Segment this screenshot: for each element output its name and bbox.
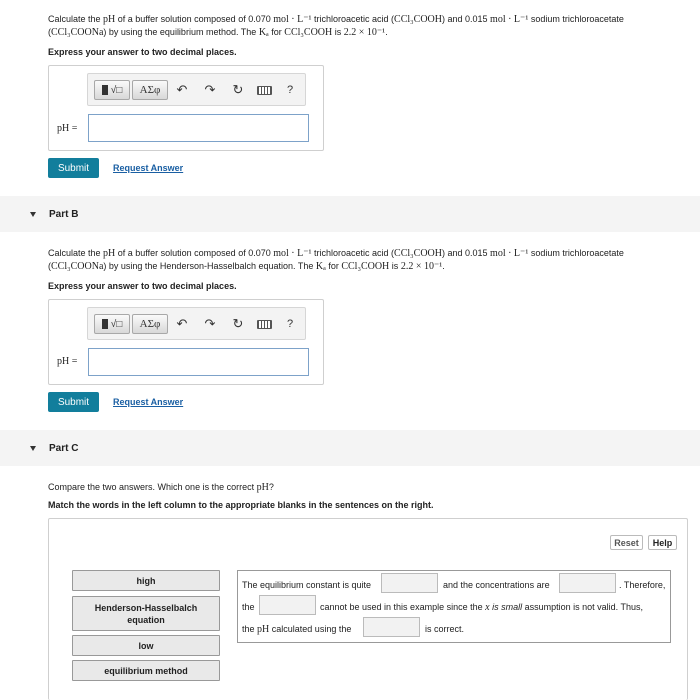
text-segment: ( [48, 27, 51, 37]
part-c-matching-area [48, 518, 688, 700]
help-button[interactable]: Help [648, 535, 677, 550]
collapse-caret-icon [30, 212, 36, 217]
text-segment: sodium trichloroacetate [528, 14, 624, 24]
text-segment: is [332, 27, 344, 37]
math-text: CCl₃COOH [394, 14, 442, 25]
sentence-2-part-b: cannot be used in this example since the x is small assumption is not valid. Thus, [320, 602, 644, 613]
part-a-ph-input[interactable] [88, 114, 309, 142]
text-segment: Compare the two answers. Which one is the correct [48, 482, 257, 492]
part-c-header[interactable] [0, 430, 700, 466]
part-b-answer-box [48, 299, 324, 385]
part-a-question-line2 [48, 26, 688, 39]
text-segment: . [385, 27, 388, 37]
sentence-2-part-a: the [242, 602, 255, 612]
text-segment: ? [268, 482, 274, 492]
math-text: mol · L⁻¹ [490, 14, 529, 25]
math-text: Kₐ [258, 27, 269, 38]
math-text: mol · L⁻¹ [490, 248, 529, 259]
sentence-1-part-c: . Therefore, [619, 580, 666, 590]
template-icon [102, 319, 108, 329]
part-b-question-line1 [48, 247, 688, 260]
text-segment: Calculate the [48, 14, 104, 24]
math-text: pH [256, 482, 269, 493]
redo-icon[interactable]: ↷ [204, 316, 216, 331]
text-segment: ) and 0.015 [442, 248, 491, 258]
redo-icon[interactable]: ↷ [204, 82, 216, 97]
math-text: mol · L⁻¹ [273, 14, 312, 25]
word-chip-high[interactable]: high [72, 570, 220, 591]
text-segment: trichloroacetic acid ( [311, 248, 395, 258]
reset-icon[interactable]: ↻ [232, 82, 244, 97]
math-text: 2.2 × 10⁻¹ [400, 261, 443, 272]
template-button[interactable]: √□ [94, 80, 130, 100]
text-segment: . [442, 261, 445, 271]
keyboard-icon[interactable] [256, 316, 272, 332]
part-a-math-toolbar [87, 73, 306, 106]
word-chip-henderson-hasselbalch[interactable]: Henderson-Hasselbalch equation [72, 596, 220, 631]
math-text: CCl₃COOH [341, 261, 390, 272]
greek-symbols-button[interactable]: ΑΣφ [132, 80, 168, 100]
sentence-1-part-a: The equilibrium constant is quite [242, 580, 372, 590]
keyboard-icon[interactable] [256, 82, 272, 98]
part-b-ph-label: pH = [57, 356, 78, 367]
part-b-title: Part B [49, 209, 79, 220]
text-segment: for [325, 261, 342, 271]
text-segment: is [389, 261, 401, 271]
math-text: pH [103, 14, 116, 25]
blank-4[interactable] [363, 617, 420, 637]
text-segment: for [268, 27, 285, 37]
sentence-3-part-a: the pH calculated using the [242, 624, 352, 635]
template-icon [102, 85, 108, 95]
undo-icon[interactable]: ↶ [176, 82, 188, 97]
text-segment: of a buffer solution composed of 0.070 [115, 248, 274, 258]
text-segment: ) by using the equilibrium method. The [103, 27, 259, 37]
word-chip-equilibrium-method[interactable]: equilibrium method [72, 660, 220, 681]
text-segment: ( [48, 261, 51, 271]
word-chip-low[interactable]: low [72, 635, 220, 656]
blank-3[interactable] [259, 595, 316, 615]
blank-2[interactable] [559, 573, 616, 593]
part-a-submit-button[interactable]: Submit [48, 158, 99, 178]
math-text: Kₐ [315, 261, 326, 272]
help-icon[interactable]: ? [286, 318, 294, 330]
part-a-ph-label: pH = [57, 123, 78, 134]
text-segment: ) by using the Henderson-Hasselbalch equation. The [103, 261, 316, 271]
reset-icon[interactable]: ↻ [232, 316, 244, 331]
math-text: mol · L⁻¹ [273, 248, 312, 259]
part-c-prompt [48, 481, 274, 494]
template-button[interactable]: √□ [94, 314, 130, 334]
undo-icon[interactable]: ↶ [176, 316, 188, 331]
part-a-instruction: Express your answer to two decimal places. [48, 47, 237, 57]
part-c-title: Part C [49, 443, 79, 454]
part-c-instruction: Match the words in the left column to the appropriate blanks in the sentences on the right. [48, 500, 434, 510]
part-b-submit-button[interactable]: Submit [48, 392, 99, 412]
part-b-math-toolbar [87, 307, 306, 340]
part-b-request-answer-link[interactable]: Request Answer [113, 397, 184, 407]
part-a-request-answer-link[interactable]: Request Answer [113, 163, 184, 173]
text-segment: Calculate the [48, 248, 104, 258]
text-segment: ) and 0.015 [442, 14, 491, 24]
part-b-question [48, 247, 688, 273]
help-icon[interactable]: ? [286, 84, 294, 96]
sentence-box [237, 570, 671, 643]
sentence-3-part-b: is correct. [425, 624, 465, 634]
variable-x: x [485, 602, 490, 613]
sentence-1-part-b: and the concentrations are [443, 580, 550, 590]
part-b-question-line2 [48, 260, 688, 273]
text-segment: sodium trichloroacetate [528, 248, 624, 258]
text-segment: of a buffer solution composed of 0.070 [115, 14, 274, 24]
math-text: CCl₃COONa [51, 261, 104, 272]
greek-symbols-button[interactable]: ΑΣφ [132, 314, 168, 334]
math-text: CCl₃COOH [394, 248, 442, 259]
part-b-instruction: Express your answer to two decimal places. [48, 281, 237, 291]
part-b-ph-input[interactable] [88, 348, 309, 376]
reset-button[interactable]: Reset [610, 535, 643, 550]
text-segment: trichloroacetic acid ( [311, 14, 395, 24]
math-text: CCl₃COONa [51, 27, 104, 38]
collapse-caret-icon [30, 446, 36, 451]
blank-1[interactable] [381, 573, 438, 593]
part-b-header[interactable] [0, 196, 700, 232]
math-text: CCl₃COOH [284, 27, 333, 38]
math-text: pH [103, 248, 116, 259]
part-a-question-line1 [48, 13, 688, 26]
part-a-answer-box [48, 65, 324, 151]
part-a-question [48, 13, 688, 39]
math-text: 2.2 × 10⁻¹ [343, 27, 386, 38]
